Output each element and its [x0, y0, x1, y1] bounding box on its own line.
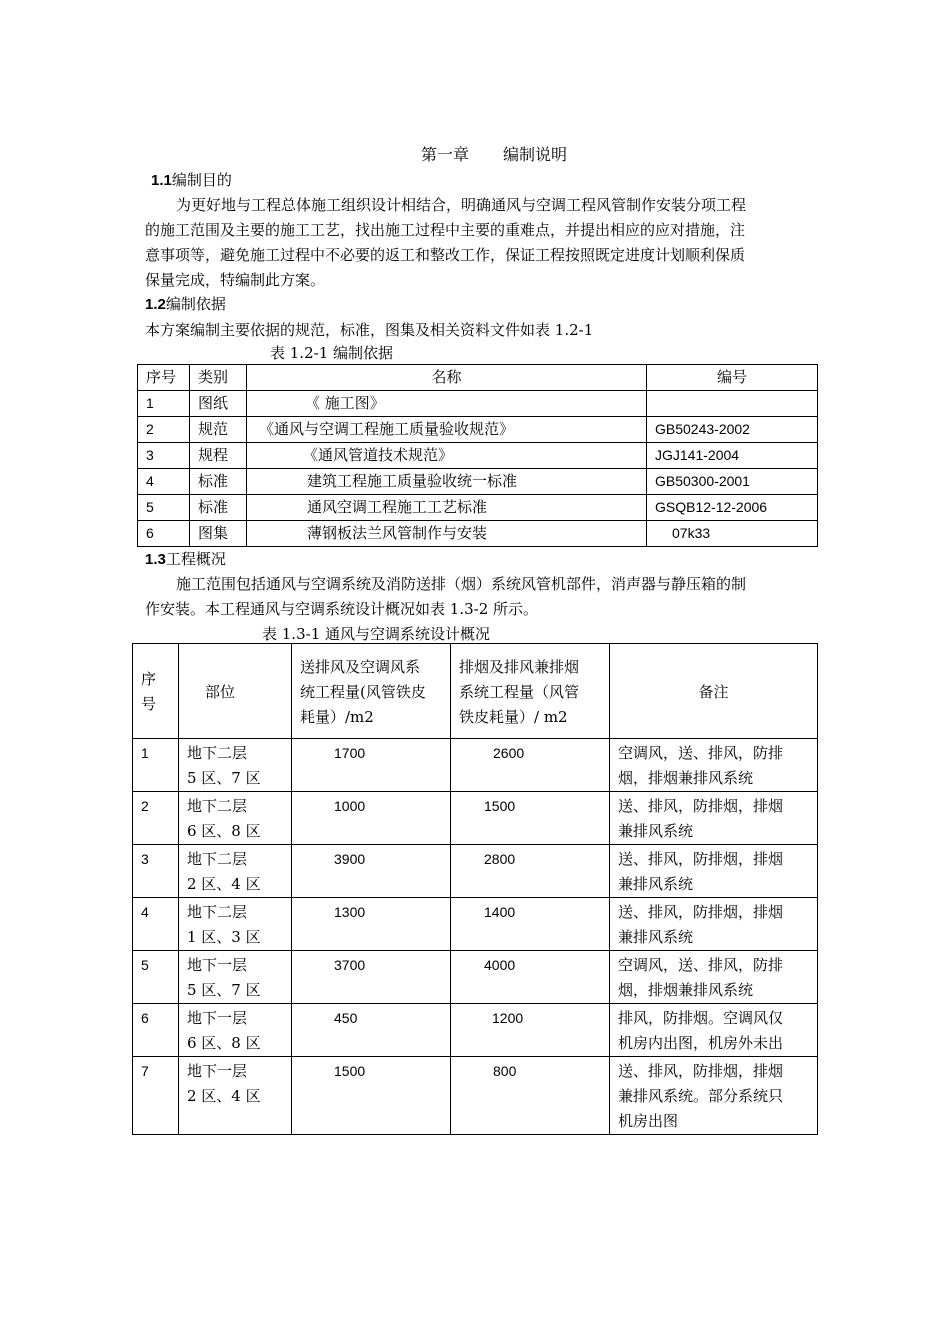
table-row: [133, 951, 818, 1004]
cell-seq: 4: [138, 469, 190, 495]
cell-seq: 3: [133, 845, 179, 898]
chapter-title-text: 编制说明: [503, 145, 568, 164]
cell-seq: 1: [138, 391, 190, 417]
note-line: 送、排风，防排烟，排烟: [618, 797, 784, 815]
cell-name: 《 施工图》: [247, 391, 647, 417]
header-cell: 序号: [138, 365, 190, 391]
cell-seq: 6: [138, 521, 190, 547]
design-overview-table: [132, 643, 818, 1135]
cell-name: 《通风管道技术规范》: [247, 443, 647, 469]
cell-smoke: 1400: [451, 898, 610, 951]
section-heading-1-2: [145, 293, 226, 314]
part-line: 6 区、8 区: [187, 822, 261, 840]
cell-type: 标准: [190, 469, 247, 495]
part-line: 地下一层: [187, 1009, 248, 1027]
table-row: [133, 792, 818, 845]
paragraph-line: 的施工范围及主要的施工工艺，找出施工过程中主要的重难点，并提出相应的应对措施，注: [145, 221, 746, 239]
cell-part: [179, 1057, 292, 1135]
paragraph-line: 为更好地与工程总体施工组织设计相结合，明确通风与空调工程风管制作安装分项工程: [176, 196, 747, 214]
table-row: [138, 417, 818, 443]
table-row: [133, 1004, 818, 1057]
cell-seq: 2: [133, 792, 179, 845]
paragraph-basis: 本方案编制主要依据的规范，标准，图集及相关资料文件如表 1.2-1: [145, 321, 594, 339]
cell-seq: 6: [133, 1004, 179, 1057]
note-line: 空调风，送、排风，防排: [618, 744, 784, 762]
note-line: 兼排风系统。部分系统只: [618, 1087, 784, 1105]
cell-note: [610, 898, 818, 951]
table-row: [138, 469, 818, 495]
section-number: 1.2: [145, 296, 166, 313]
table-row: [133, 739, 818, 792]
cell-supply: 1300: [292, 898, 451, 951]
cell-part: [179, 898, 292, 951]
part-line: 地下二层: [187, 797, 248, 815]
header-part: 部位: [179, 644, 292, 739]
header-cell: 名称: [247, 365, 647, 391]
cell-seq: 2: [138, 417, 190, 443]
part-line: 地下二层: [187, 850, 248, 868]
table-row: [138, 391, 818, 417]
part-line: 6 区、8 区: [187, 1034, 261, 1052]
cell-smoke: 2600: [451, 739, 610, 792]
header-line: 系统工程量（风管: [459, 682, 580, 701]
cell-part: [179, 792, 292, 845]
header-line: 统工程量(风管铁皮: [300, 682, 426, 701]
table-header-row: [138, 365, 818, 391]
cell-seq: 1: [133, 739, 179, 792]
section-number: 1.1: [151, 172, 172, 189]
paragraph-line: 作安装。本工程通风与空调系统设计概况如表 1.3-2 所示。: [145, 600, 539, 618]
note-line: 烟，排烟兼排风系统: [618, 981, 754, 999]
note-line: 机房出图: [618, 1112, 679, 1130]
paragraph-line: 保量完成，特编制此方案。: [145, 271, 326, 289]
cell-supply: 1700: [292, 739, 451, 792]
part-line: 2 区、4 区: [187, 1087, 261, 1105]
part-line: 2 区、4 区: [187, 875, 261, 893]
cell-name: 建筑工程施工质量验收统一标准: [247, 469, 647, 495]
note-line: 送、排风，防排烟，排烟: [618, 850, 784, 868]
cell-supply: 1500: [292, 1057, 451, 1135]
table-row: [133, 845, 818, 898]
header-line: 号: [141, 695, 157, 713]
basis-table: [137, 364, 818, 547]
header-cell: 类别: [190, 365, 247, 391]
note-line: 兼排风系统: [618, 928, 694, 946]
header-cell: 编号: [647, 365, 818, 391]
section-title: 工程概况: [165, 550, 226, 568]
cell-seq: 5: [133, 951, 179, 1004]
cell-type: 图集: [190, 521, 247, 547]
cell-note: [610, 1057, 818, 1135]
cell-smoke: 4000: [451, 951, 610, 1004]
cell-type: 标准: [190, 495, 247, 521]
note-line: 兼排风系统: [618, 822, 694, 840]
part-line: 地下一层: [187, 1062, 248, 1080]
header-line: 序: [141, 670, 157, 688]
cell-code: GB50300-2001: [647, 469, 818, 495]
cell-type: 规程: [190, 443, 247, 469]
table2-caption: 表 1.3-1 通风与空调系统设计概况: [262, 625, 491, 643]
cell-smoke: 800: [451, 1057, 610, 1135]
part-line: 5 区、7 区: [187, 981, 261, 999]
table1-caption: 表 1.2-1 编制依据: [270, 344, 394, 362]
cell-code: [647, 391, 818, 417]
header-line: 排烟及排风兼排烟: [459, 657, 580, 676]
cell-code: 07k33: [647, 521, 818, 547]
cell-code: GB50243-2002: [647, 417, 818, 443]
cell-note: [610, 739, 818, 792]
part-line: 地下二层: [187, 903, 248, 921]
note-line: 机房内出图，机房外未出: [618, 1034, 784, 1052]
cell-note: [610, 951, 818, 1004]
header-smoke: [451, 644, 610, 739]
cell-type: 图纸: [190, 391, 247, 417]
section-heading-1-1: [151, 169, 232, 190]
cell-type: 规范: [190, 417, 247, 443]
section-title: 编制依据: [165, 295, 226, 313]
cell-part: [179, 739, 292, 792]
header-line: 铁皮耗量）/ m2: [459, 707, 568, 726]
cell-part: [179, 845, 292, 898]
cell-smoke: 1200: [451, 1004, 610, 1057]
cell-name: 薄钢板法兰风管制作与安装: [247, 521, 647, 547]
table-row: [138, 521, 818, 547]
cell-supply: 1000: [292, 792, 451, 845]
paragraph-line: 意事项等，避免施工过程中不必要的返工和整改工作，保证工程按照既定进度计划顺利保质: [145, 246, 746, 264]
note-line: 空调风，送、排风，防排: [618, 956, 784, 974]
header-line: 耗量）/m2: [300, 707, 374, 726]
cell-supply: 450: [292, 1004, 451, 1057]
section-title: 编制目的: [171, 171, 232, 189]
note-line: 烟，排烟兼排风系统: [618, 769, 754, 787]
cell-code: GSQB12-12-2006: [647, 495, 818, 521]
header-note: 备注: [610, 644, 818, 739]
table-header-row: [133, 644, 818, 739]
table-row: [133, 898, 818, 951]
cell-part: [179, 951, 292, 1004]
header-seq: [133, 644, 179, 739]
cell-note: [610, 845, 818, 898]
note-line: 送、排风，防排烟，排烟: [618, 903, 784, 921]
table-row: [138, 495, 818, 521]
paragraph-purpose: [145, 193, 746, 293]
cell-seq: 7: [133, 1057, 179, 1135]
note-line: 排风，防排烟。空调风仅: [618, 1009, 784, 1027]
cell-seq: 5: [138, 495, 190, 521]
header-supply: [292, 644, 451, 739]
cell-smoke: 2800: [451, 845, 610, 898]
part-line: 5 区、7 区: [187, 769, 261, 787]
paragraph-overview: [145, 572, 746, 622]
cell-seq: 3: [138, 443, 190, 469]
part-line: 地下一层: [187, 956, 248, 974]
section-number: 1.3: [145, 551, 166, 568]
part-line: 地下二层: [187, 744, 248, 762]
cell-name: 通风空调工程施工工艺标准: [247, 495, 647, 521]
table-row: [133, 1057, 818, 1135]
cell-note: [610, 1004, 818, 1057]
chapter-label: 第一章: [421, 145, 470, 164]
cell-supply: 3700: [292, 951, 451, 1004]
cell-seq: 4: [133, 898, 179, 951]
cell-code: JGJ141-2004: [647, 443, 818, 469]
cell-part: [179, 1004, 292, 1057]
cell-note: [610, 792, 818, 845]
note-line: 送、排风，防排烟，排烟: [618, 1062, 784, 1080]
cell-supply: 3900: [292, 845, 451, 898]
cell-smoke: 1500: [451, 792, 610, 845]
header-line: 送排风及空调风系: [300, 657, 421, 676]
section-heading-1-3: [145, 548, 226, 569]
paragraph-line: 施工范围包括通风与空调系统及消防送排（烟）系统风管机部件，消声器与静压箱的制: [176, 575, 747, 593]
table-row: [138, 443, 818, 469]
part-line: 1 区、3 区: [187, 928, 261, 946]
note-line: 兼排风系统: [618, 875, 694, 893]
chapter-title: [421, 142, 567, 165]
cell-name: 《通风与空调工程施工质量验收规范》: [247, 417, 647, 443]
